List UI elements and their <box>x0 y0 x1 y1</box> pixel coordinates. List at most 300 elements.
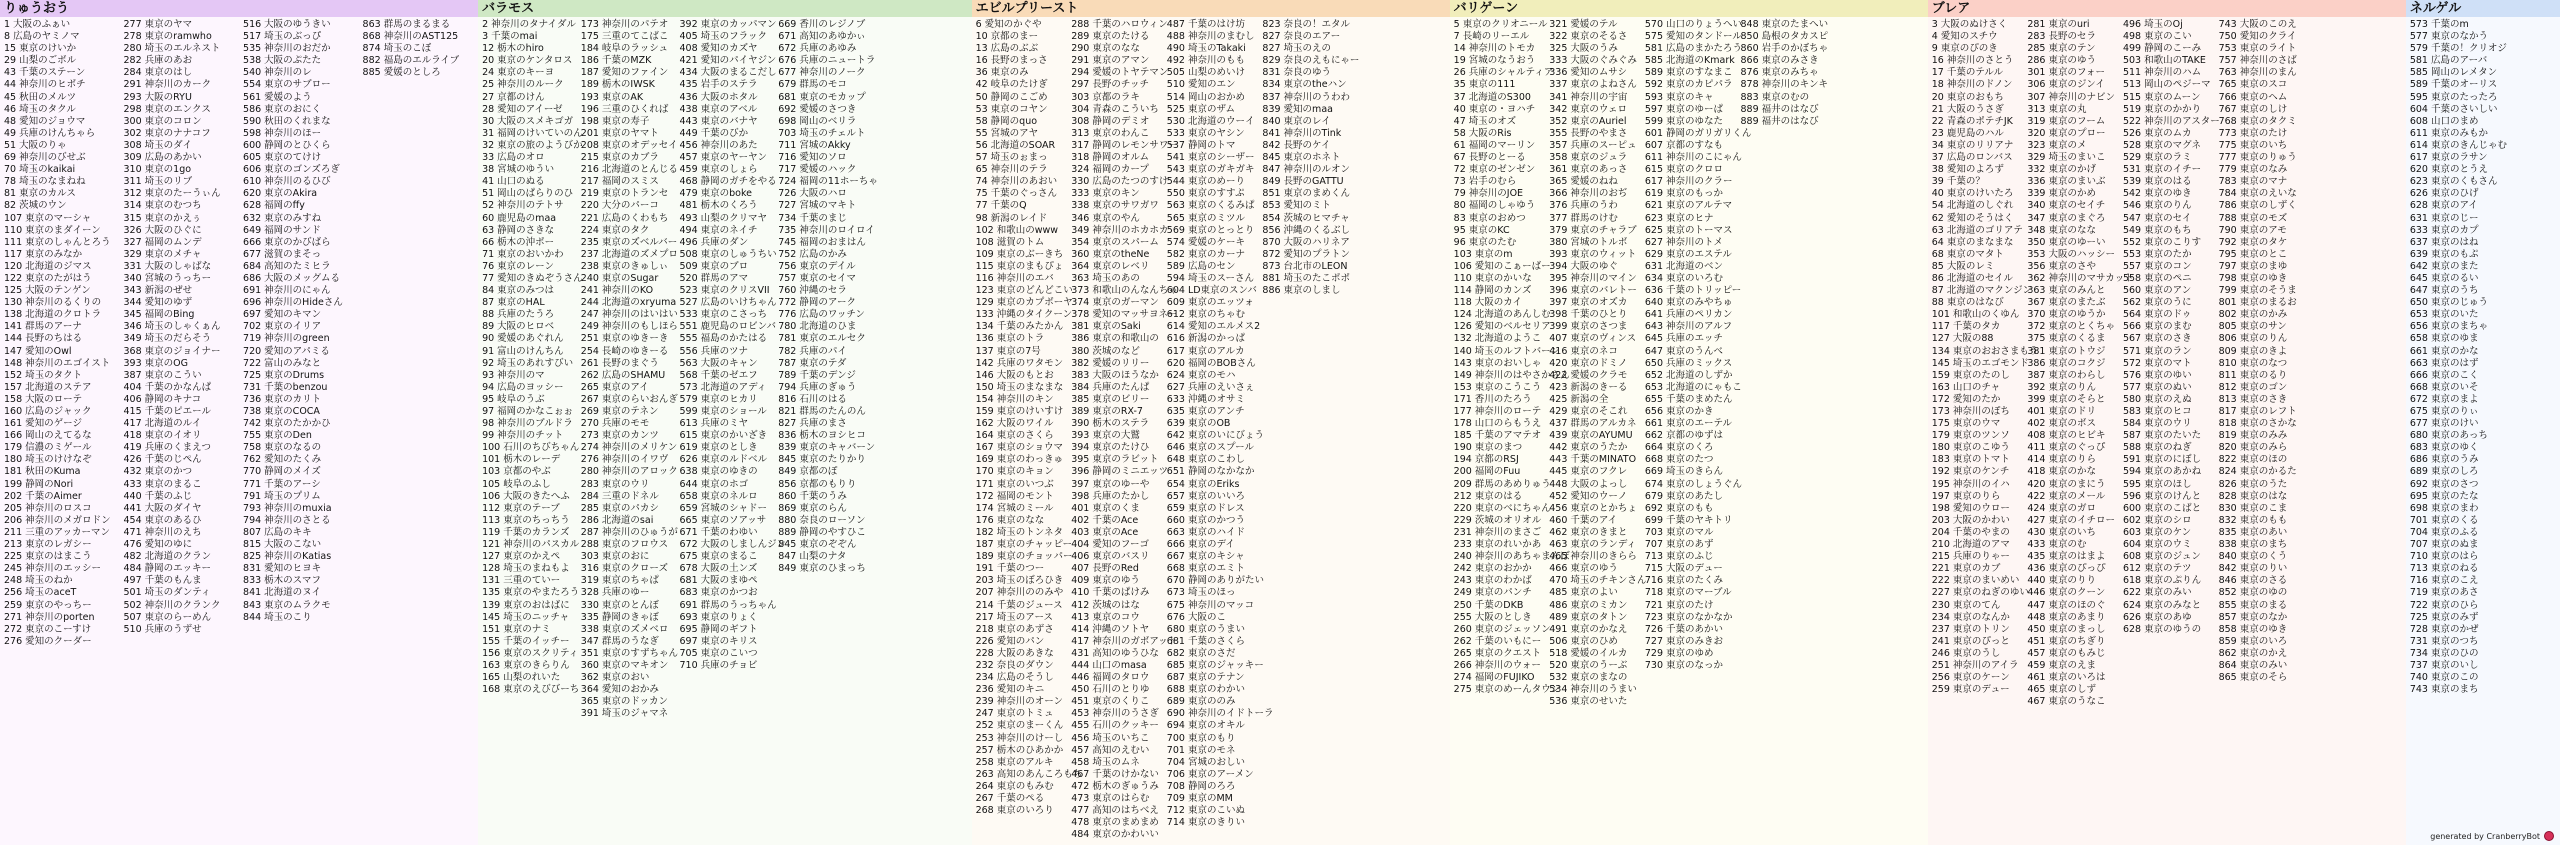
member-entry: 229 茨城のオリオル <box>1453 514 1542 526</box>
member-entry: 647 東京のうち <box>2409 285 2479 297</box>
member-entry: 328 兵庫のゆー <box>580 587 650 599</box>
member-list <box>2406 19 2507 696</box>
member-entry: 387 東京のわらし <box>2027 369 2106 381</box>
member-entry: 661 東京のエーテル <box>1644 418 1733 430</box>
member-entry: 794 兵庫のぎゅう <box>778 381 857 393</box>
member-column <box>2023 19 2134 845</box>
member-entry: 499 静岡のこーみ <box>2122 43 2202 55</box>
member-entry: 799 東京のそうま <box>2218 285 2297 297</box>
member-entry: 187 愛知のファイン <box>580 67 669 79</box>
team-header: りゅうおう <box>0 0 478 17</box>
member-entry: 277 東京のヤマ <box>123 19 193 30</box>
member-entry: 42 岐阜のたけぎ <box>975 79 1048 91</box>
member-entry: 127 大阪の88 <box>1931 333 1994 345</box>
member-entry: 862 東京のかえ <box>2218 647 2288 659</box>
member-entry: 58 大阪のRis <box>1453 127 1512 139</box>
member-entry: 51 岡山のぱらりのひ <box>482 188 574 200</box>
member-entry: 786 東京のしずく <box>2218 200 2297 212</box>
member-entry: 289 東京のたける <box>1071 31 1150 43</box>
member-entry: 247 神奈川のはいはい <box>580 309 678 321</box>
member-entry: 109 東京のぶーきち <box>975 248 1064 260</box>
member-entry: 196 三重のひくれば <box>580 103 669 115</box>
member-entry: 601 静岡のガリガリくん <box>1644 127 1752 139</box>
member-entry: 478 東京のまめまめ <box>1071 817 1159 829</box>
member-entry: 675 神奈川のマッコ <box>1166 599 1255 611</box>
member-entry: 837 神奈川のうわわ <box>1262 91 1351 103</box>
member-entry: 832 東京のもも <box>2218 514 2288 526</box>
member-column <box>0 19 120 845</box>
member-entry: 327 福岡のムンデ <box>123 236 202 248</box>
member-entry: 766 東京のヘム <box>2218 91 2288 103</box>
member-entry: 378 愛知のマッサヨネー <box>1071 309 1178 321</box>
member-entry: 114 静岡のカンズ <box>1453 285 1532 297</box>
member-entry: 404 千葉のかなんぱ <box>123 381 212 393</box>
member-entry: 595 東京のたったろ <box>2409 91 2498 103</box>
member-entry: 224 東京のタク <box>580 224 650 236</box>
member-entry: 13 広島のぶぶ <box>975 43 1039 55</box>
member-entry: 207 神奈川ののみや <box>975 587 1064 599</box>
member-entry: 37 広島のロンバス <box>1931 152 2013 164</box>
member-entry: 256 東京のケーン <box>1931 672 2010 684</box>
member-entry: 129 東京のカプボーヤ <box>975 297 1073 309</box>
member-entry: 650 兵庫のミックス <box>1644 357 1733 369</box>
member-entry: 528 東京のマグネ <box>2122 139 2202 151</box>
member-entry: 240 東京のSugar <box>580 272 659 284</box>
member-entry: 577 東京のぬい <box>2122 381 2192 393</box>
member-entry: 415 千葉のピエール <box>123 406 211 417</box>
member-entry: 239 神奈川のオーン <box>975 696 1064 708</box>
member-entry: 611 東京のみもか <box>2409 127 2488 139</box>
member-entry: 46 埼玉のタクル <box>4 103 76 115</box>
member-entry: 681 大阪のまゆぺ <box>679 575 758 587</box>
member-entry: 381 東京のSaki <box>1071 321 1141 333</box>
member-entry: 784 東京のえいな <box>2218 188 2297 200</box>
member-entry: 287 神奈川のひゅうが <box>580 526 678 538</box>
member-entry: 67 長野のとーる <box>1453 152 1526 164</box>
member-entry: 134 東京のおおさまもう <box>1931 345 2039 357</box>
member-entry: 642 東京のいにびょう <box>1166 430 1264 442</box>
member-entry: 798 東京のゆき <box>2218 272 2288 284</box>
member-entry: 589 広島のセン <box>1166 260 1236 272</box>
member-entry: 131 三重のていー <box>482 575 561 587</box>
member-entry: 323 東京のメ <box>2027 139 2087 151</box>
member-entry: 147 愛知のOwl <box>4 345 72 357</box>
member-entry: 618 東京のぷりん <box>2122 575 2202 587</box>
member-entry: 883 東京のむの <box>1740 91 1810 103</box>
member-entry: 403 東京のAce <box>1071 526 1139 538</box>
team-header: ブレア <box>1928 0 2406 17</box>
member-entry: 38 宮城のゆうい <box>482 164 555 176</box>
member-entry: 540 神奈川のレ <box>243 67 312 79</box>
member-list <box>577 19 679 720</box>
member-entry: 595 東京のほし <box>2122 478 2192 490</box>
member-list <box>239 19 359 624</box>
member-entry: 872 愛知のプラトン <box>1262 248 1351 260</box>
member-entry: 579 東京のヒカリ <box>679 393 758 405</box>
member-entry: 105 岐阜のふし <box>482 478 551 490</box>
member-entry: 582 東京のカーナ <box>1166 248 1245 260</box>
member-entry: 278 東京のramwho <box>123 31 212 43</box>
member-entry: 757 神奈川のさば <box>2218 55 2297 67</box>
member-entry: 217 福岡のスミス <box>580 176 659 188</box>
member-entry: 40 東京のけいたろ <box>1931 188 2014 200</box>
member-entry: 674 東京のしょうぐん <box>1644 478 1743 490</box>
member-entry: 284 東京のはし <box>123 67 193 79</box>
member-entry: 393 東京のOG <box>123 357 189 369</box>
member-entry: 142 兵庫のワタモン <box>975 357 1064 369</box>
member-entry: 460 千葉のアイ <box>1549 514 1618 526</box>
member-entry: 58 静岡のquo <box>975 115 1038 127</box>
member-entry: 64 東京のまなまな <box>1931 236 2014 248</box>
member-entry: 654 東京のEriks <box>1166 478 1240 490</box>
member-entry: 344 愛知のゆず <box>123 297 193 309</box>
member-entry: 435 東京のはまよ <box>2027 551 2106 563</box>
member-entry: 711 宮城のAkky <box>778 139 851 151</box>
member-entry: 349 神奈川のホカホカ <box>1071 224 1169 236</box>
member-entry: 841 北海道のヌイ <box>243 587 321 599</box>
member-entry: 668 東京のたつ <box>1644 454 1714 466</box>
member-entry: 594 埼玉のスーさん <box>1166 272 1254 284</box>
member-entry: 407 東京のヴィンス <box>1549 333 1637 345</box>
member-entry: 153 東京のこうこう <box>1453 381 1542 393</box>
member-entry: 75 千葉のぐっさん <box>975 188 1057 200</box>
member-entry: 45 秋田のメルツ <box>4 91 77 103</box>
credit-text: generated by CranberryBot <box>2430 831 2540 841</box>
member-entry: 408 愛知のカズヤ <box>679 43 758 55</box>
member-entry: 442 東京のうたか <box>1549 442 1628 454</box>
member-entry: 636 千葉のトリッピー <box>1644 285 1742 297</box>
member-entry: 586 東京のおにく <box>243 103 322 115</box>
member-entry: 457 東京のヤーヤン <box>679 152 768 164</box>
member-entry: 833 栃木のスマフ <box>243 575 321 587</box>
member-entry: 275 東京のめーんタウン <box>1453 684 1561 696</box>
member-entry: 726 大阪のハロ <box>778 188 847 200</box>
member-entry: 393 東京のウィット <box>1549 248 1637 260</box>
member-entry: 646 東京のスプール <box>1166 442 1254 454</box>
member-entry: 426 千葉のじぺん <box>123 454 202 466</box>
member-entry: 246 東京のうし <box>1931 647 2001 659</box>
member-entry: 348 東京のなな <box>2027 224 2096 236</box>
member-entry: 166 岡山のえてるな <box>4 430 92 442</box>
member-entry: 160 広島のジャック <box>4 406 92 417</box>
member-entry: 150 埼玉のまなまな <box>975 381 1064 393</box>
member-entry: 592 東京のカピパラ <box>1644 79 1733 91</box>
member-entry: 697 東京のキリス <box>679 635 758 647</box>
member-entry: 308 静岡のデミオ <box>1071 115 1150 127</box>
member-column <box>120 19 240 845</box>
member-entry: 709 東京のMM <box>1166 793 1233 804</box>
member-entry: 266 神奈川のウォー <box>1453 659 1541 671</box>
member-entry: 115 東京のまもぴょ <box>975 260 1064 272</box>
member-entry: 172 愛知のたか <box>1931 393 2001 405</box>
member-column <box>972 19 1083 845</box>
member-entry: 461 東京のいろは <box>2027 672 2106 684</box>
member-entry: 702 東京のイリア <box>243 321 322 333</box>
member-entry: 503 和歌山のTAKE <box>2122 55 2206 67</box>
member-entry: 286 北海道のsai <box>580 514 654 526</box>
member-entry: 641 兵庫のペリカン <box>1644 309 1733 321</box>
member-entry: 264 東京のもみむ <box>975 780 1054 792</box>
member-entry: 365 東京のドッカン <box>580 696 669 708</box>
member-entry: 844 埼玉のこり <box>243 611 312 623</box>
member-entry: 77 千葉のQ <box>975 200 1027 212</box>
member-entry: 719 神奈川のgreen <box>243 333 330 345</box>
member-entry: 398 千葉のひとり <box>1549 309 1628 321</box>
member-entry: 750 愛知のクライ <box>2218 31 2297 43</box>
member-entry: 441 大阪のダイヤ <box>123 502 202 514</box>
member-entry: 409 東京のゆう <box>1071 575 1140 587</box>
member-entry: 397 東京のオズカ <box>1549 297 1628 309</box>
member-entry: 679 東京のあたし <box>1644 490 1724 502</box>
member-entry: 627 神奈川のトメ <box>1644 236 1723 248</box>
member-entry: 629 東京のエステル <box>1644 248 1732 260</box>
member-entry: 21 大阪のうさぎ <box>1931 103 2004 115</box>
member-entry: 395 神奈川のマイン <box>1549 272 1637 284</box>
member-entry: 446 福岡のタロウ <box>1071 672 1150 684</box>
member-entry: 848 東京のたまへい <box>1740 19 1829 30</box>
member-entry: 280 神奈川のアロック <box>580 466 678 478</box>
member-entry: 397 東京のゆーや <box>1071 478 1150 490</box>
member-entry: 145 埼玉のニッチャ <box>482 611 570 623</box>
member-entry: 313 東京の丸 <box>2027 103 2087 115</box>
member-entry: 650 東京のじゅう <box>2409 297 2488 309</box>
member-entry: 89 大阪のヒロベ <box>482 321 555 333</box>
member-entry: 604 LD東京のスンバ <box>1166 285 1257 297</box>
member-entry: 391 埼玉のジャマネ <box>580 708 669 720</box>
member-entry: 220 東京のべにちゃん <box>1453 502 1551 514</box>
team-section <box>972 0 1450 845</box>
member-entry: 485 東京のよい <box>1549 587 1618 599</box>
member-entry: 54 北海道のしぐれ <box>1931 200 2014 212</box>
member-entry: 286 東京のゆう <box>2027 55 2096 67</box>
member-entry: 743 大阪のこのえ <box>2218 19 2297 30</box>
member-entry: 698 岡山のベリラ <box>778 115 857 127</box>
member-entry: 656 東京のまちゃ <box>2409 321 2488 333</box>
member-entry: 815 大阪のこない <box>243 539 322 551</box>
member-entry: 311 埼玉のリブ <box>123 176 193 188</box>
member-entry: 218 東京のあずさ <box>975 623 1054 635</box>
member-entry: 408 東京のヒビキ <box>2027 430 2106 442</box>
member-column <box>774 19 878 845</box>
member-entry: 672 東京のまよ <box>2409 393 2479 405</box>
member-entry: 80 福岡のしゃゆう <box>1453 200 1536 212</box>
team-header: エビルプリースト <box>972 0 1450 17</box>
member-entry: 835 東京のあい <box>2218 526 2288 538</box>
member-entry: 760 沖縄のセラ <box>778 285 847 297</box>
member-entry: 256 埼玉のaceT <box>4 587 77 599</box>
member-entry: 57 埼玉のぉまっ <box>975 152 1048 164</box>
member-entry: 869 東京のらん <box>778 502 847 514</box>
member-entry: 307 神奈川のナビン <box>2027 91 2115 103</box>
member-entry: 414 沖縄のソトヤ <box>1071 623 1150 635</box>
member-column <box>2483 19 2560 845</box>
member-list <box>478 19 583 696</box>
member-entry: 15 東京のけいか <box>4 43 77 55</box>
member-entry: 868 神奈川のAST125 <box>362 31 459 43</box>
member-entry: 190 東京のまつ <box>1453 442 1523 454</box>
member-entry: 340 宮城のうっちー <box>123 272 212 284</box>
member-entry: 889 福井のはなび <box>1740 115 1819 127</box>
member-entry: 882 福島のエルライブ <box>362 55 460 67</box>
member-entry: 655 千葉のまめたん <box>1644 393 1733 405</box>
member-entry: 390 栃木のステラ <box>1071 418 1150 430</box>
member-entry: 35 東京の111 <box>1453 79 1516 91</box>
member-entry: 40 東京の・ヨハチ <box>1453 103 1536 115</box>
member-entry: 86 北海道のセイル <box>1931 272 2014 284</box>
member-entry: 423 新潟のきーる <box>1549 381 1628 393</box>
member-entry: 411 東京のぐっぴ <box>2027 442 2106 454</box>
member-entry: 622 東京のみい <box>2122 587 2192 599</box>
member-entry: 820 東京のみら <box>2218 442 2288 454</box>
member-entry: 811 東京のるり <box>2218 369 2288 381</box>
member-entry: 382 愛媛のリリー <box>1071 357 1150 369</box>
member-list <box>359 19 479 79</box>
member-entry: 852 東京のゆの <box>2218 587 2288 599</box>
member-entry: 710 東京のはら <box>2409 551 2479 563</box>
member-entry: 53 東京のコヤン <box>975 103 1048 115</box>
member-entry: 538 大阪のぷたた <box>243 55 322 67</box>
member-entry: 553 東京のたか <box>2122 248 2192 260</box>
member-entry: 530 北海道のウーイ <box>1166 115 1255 127</box>
member-entry: 250 千葉のDKB <box>1453 599 1524 611</box>
member-list <box>1450 19 1570 696</box>
member-entry: 342 東京のウェロ <box>1549 103 1628 115</box>
member-entry: 420 東京のまにう <box>2027 478 2106 490</box>
member-entry: 363 埼玉のあの <box>1071 272 1140 284</box>
member-entry: 52 神奈川のテトサ <box>482 200 564 212</box>
member-list <box>0 19 120 648</box>
member-entry: 581 広島のアーバ <box>2409 55 2488 67</box>
member-entry: 251 東京のゆきーき <box>580 333 669 345</box>
member-entry: 424 東京のガロ <box>2027 502 2096 514</box>
member-entry: 206 神奈川のメガロドン <box>4 514 111 526</box>
member-entry: 694 東京のオキル <box>1166 720 1245 732</box>
member-entry: 362 神奈川のマサカット <box>2027 272 2134 284</box>
member-entry: 680 東京のあっち <box>2409 430 2488 442</box>
member-entry: 626 東京のルドベル <box>679 454 768 466</box>
member-entry: 284 三重のドネル <box>580 490 659 502</box>
member-entry: 701 東京のモネ <box>1166 744 1236 756</box>
member-entry: 511 神奈川のハム <box>2122 67 2202 79</box>
member-entry: 92 埼玉のあれすびい <box>482 357 574 369</box>
member-entry: 776 広島のワッチン <box>778 309 865 321</box>
member-entry: 677 滋賀のまそっ <box>243 248 322 260</box>
member-entry: 454 東京のあるひ <box>123 514 202 526</box>
member-entry: 106 愛知のこぁーばー <box>1453 260 1551 272</box>
member-entry: 159 東京のけいすけ <box>975 406 1064 417</box>
member-list <box>972 19 1083 817</box>
member-entry: 468 静岡のガチをやる <box>679 176 777 188</box>
member-entry: 38 愛知のよろず <box>1931 164 2004 176</box>
member-entry: 667 東京のキシャ <box>1166 551 1245 563</box>
member-entry: 789 千葉のデンジ <box>778 369 856 381</box>
member-entry: 304 青森のこういち <box>1071 103 1159 115</box>
member-entry: 466 東京のゆう <box>1549 563 1618 575</box>
member-column <box>359 19 479 845</box>
member-entry: 402 千葉のAce <box>1071 514 1139 526</box>
member-entry: 357 兵庫のスーピュ <box>1549 139 1637 151</box>
member-entry: 491 東京のかなえ <box>1549 623 1628 635</box>
member-entry: 745 福岡のおまはん <box>778 236 866 248</box>
member-entry: 112 東京のテーブ <box>482 502 560 514</box>
member-entry: 795 東京のとこ <box>2218 248 2288 260</box>
member-entry: 738 東京のCOCA <box>243 406 320 417</box>
member-entry: 317 静岡のレモンサワー <box>1071 139 1178 151</box>
member-entry: 230 東京のてん <box>1931 599 2001 611</box>
member-entry: 273 東京のカンツ <box>580 430 659 442</box>
member-entry: 659 東京のドレス <box>1166 502 1245 514</box>
member-entry: 233 東京のれいかあ <box>1453 539 1542 551</box>
member-entry: 657 東京のいいろ <box>1166 490 1245 502</box>
member-entry: 818 東京のさかな <box>2218 418 2297 430</box>
member-entry: 440 東京のりり <box>2027 575 2096 587</box>
cranberry-icon <box>2544 831 2554 841</box>
member-entry: 171 東京のいつぶ <box>975 478 1054 490</box>
member-entry: 590 秋田のくれまな <box>243 115 331 127</box>
member-entry: 860 千葉のうみ <box>778 490 847 502</box>
member-entry: 874 埼玉のこぼ <box>362 43 432 55</box>
member-entry: 661 東京のかな <box>2409 345 2479 357</box>
member-entry: 507 東京のらーめん <box>123 611 212 623</box>
member-entry: 533 東京のこさっち <box>679 309 768 321</box>
member-entry: 14 神奈川のトモカ <box>1453 43 1536 55</box>
member-entry: 396 東京のバレトー <box>1549 285 1637 297</box>
member-entry: 387 東京のこうい <box>123 369 202 381</box>
member-entry: 189 栃木のIWSK <box>580 79 655 91</box>
member-entry: 701 東京のくる <box>2409 514 2479 526</box>
member-entry: 360 東京のtheNe <box>1071 248 1150 260</box>
member-entry: 82 茨城のウン <box>4 200 67 212</box>
member-entry: 416 東京のネコ <box>1549 345 1618 357</box>
member-column <box>1545 19 1647 845</box>
member-entry: 143 東京のおいしゃ <box>1453 357 1542 369</box>
team-section <box>1928 0 2406 845</box>
member-entry: 61 福岡のマーリン <box>1453 139 1536 151</box>
member-entry: 257 栃木のひあかか <box>975 744 1064 756</box>
member-entry: 686 大阪のメッグムる <box>243 272 340 284</box>
member-entry: 756 東京のデイル <box>778 260 856 272</box>
member-entry: 329 埼玉のまいこ <box>2027 152 2106 164</box>
member-entry: 731 千葉のbenzou <box>243 381 328 393</box>
member-entry: 658 東京のネルロ <box>679 490 758 502</box>
member-entry: 624 東京のモハ <box>1166 369 1236 381</box>
member-entry: 543 東京のガキガキ <box>1166 164 1255 176</box>
member-entry: 588 東京のねぎ <box>2122 442 2192 454</box>
member-entry: 375 東京のくるま <box>2027 333 2106 345</box>
member-entry: 34 東京のリリアナ <box>1931 139 2014 151</box>
member-entry: 679 群馬のモコ <box>778 79 847 91</box>
member-list <box>1928 19 2039 696</box>
member-entry: 456 東京のとかちょ <box>1549 502 1637 514</box>
member-entry: 117 東京のみなか <box>4 248 83 260</box>
member-entry: 154 神奈川のキン <box>975 393 1054 405</box>
member-entry: 434 大阪のまるこだし <box>679 67 777 79</box>
member-entry: 787 東京のテダ <box>778 357 847 369</box>
member-entry: 608 東京のジュン <box>2122 551 2201 563</box>
member-entry: 243 東京のわかば <box>1453 575 1532 587</box>
member-entry: 308 埼玉のダイ <box>123 139 192 151</box>
member-entry: 383 大阪のほうなか <box>1071 369 1159 381</box>
member-entry: 260 東京のジェッソン <box>1453 623 1551 635</box>
member-entry: 690 神奈川のイドトーラ <box>1166 708 1274 720</box>
member-entry: 9 東京のぴのき <box>1931 43 1998 55</box>
member-entry: 772 静岡のアーク <box>778 297 857 309</box>
member-entry: 527 広島のいけちゃん <box>679 297 777 309</box>
member-entry: 332 東京のかげ <box>2027 164 2096 176</box>
member-entry: 716 東京のたくみ <box>1644 575 1724 587</box>
member-entry: 148 神奈川のエゴイスト <box>4 357 111 369</box>
member-entry: 237 北海道のズメプロ <box>580 248 678 260</box>
